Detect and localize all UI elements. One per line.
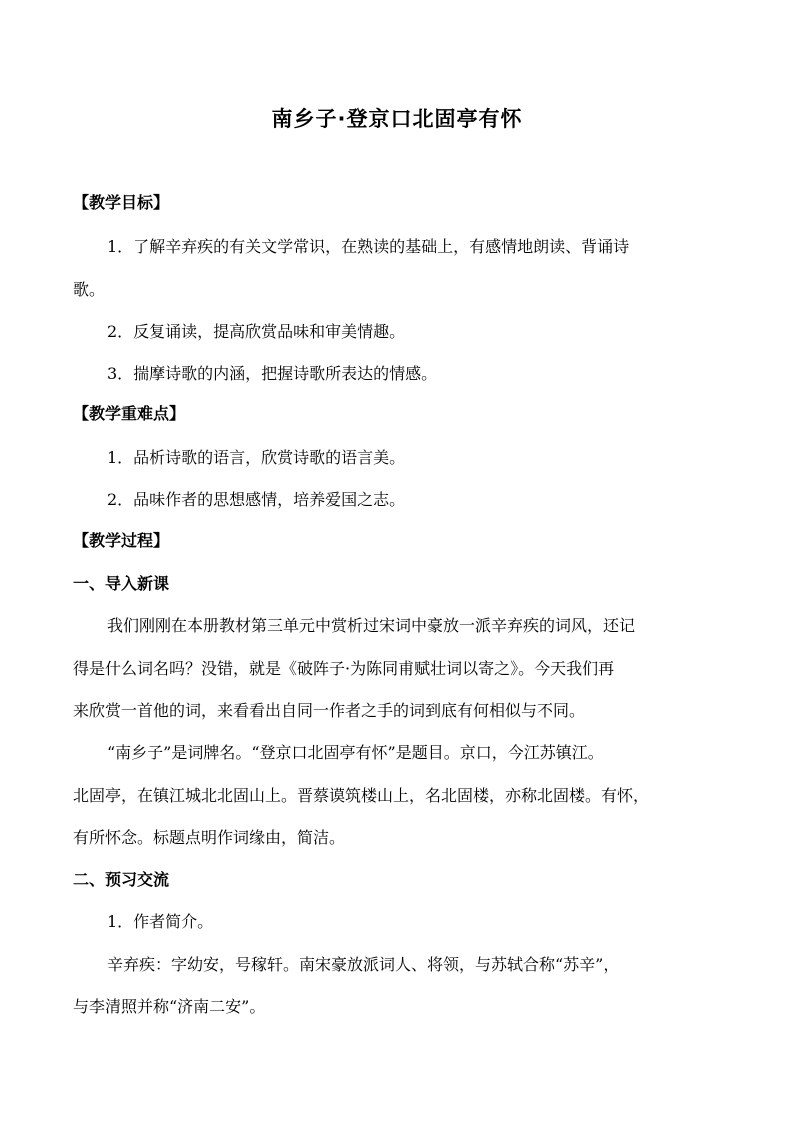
subsection-heading-introduction: 一、导入新课 (73, 574, 170, 593)
subsection-heading-preview-exchange: 二、预习交流 (73, 870, 170, 889)
section-heading-key-points: 【教学重难点】 (73, 404, 186, 423)
document-title: 南乡子·登京口北固亭有怀 (271, 107, 523, 131)
key-point-item-2: 2．品味作者的思想感情，培养爱国之志。 (107, 490, 406, 509)
intro-paragraph-2-line-1: “南乡子”是词牌名。“登京口北固亭有怀”是题目。京口，今江苏镇江。 (107, 743, 604, 762)
preview-item-1: 1．作者简介。 (107, 912, 214, 931)
intro-paragraph-1-line-3: 来欣赏一首他的词，来看看出自同一作者之手的词到底有何相似与不同。 (73, 701, 586, 720)
goal-item-1-line-2: 歌。 (73, 280, 106, 299)
author-intro-line-1: 辛弃疾：字幼安，号稼轩。南宋豪放派词人、将领，与苏轼合称“苏辛”， (107, 955, 620, 974)
goal-item-3: 3．揣摩诗歌的内涵，把握诗歌所表达的情感。 (107, 364, 438, 383)
intro-paragraph-2-line-3: 有所怀念。标题点明作词缘由，简洁。 (73, 828, 346, 847)
goal-item-2: 2．反复诵读，提高欣赏品味和审美情趣。 (107, 322, 406, 341)
intro-paragraph-1-line-2: 得是什么词名吗？没错，就是《破阵子·为陈同甫赋壮词以寄之》。今天我们再 (73, 659, 615, 678)
key-point-item-1: 1．品析诗歌的语言，欣赏诗歌的语言美。 (107, 448, 406, 467)
section-heading-teaching-goals: 【教学目标】 (73, 193, 170, 212)
intro-paragraph-1-line-1: 我们刚刚在本册教材第三单元中赏析过宋词中豪放一派辛弃疾的词风，还记 (107, 616, 636, 635)
goal-item-1-line-1: 1．了解辛弃疾的有关文学常识，在熟读的基础上，有感情地朗读、背诵诗 (107, 237, 630, 256)
author-intro-line-2: 与李清照并称“济南二安”。 (73, 997, 266, 1016)
intro-paragraph-2-line-2: 北固亭，在镇江城北北固山上。晋蔡谟筑楼山上，名北固楼，亦称北固楼。有怀， (73, 786, 650, 805)
section-heading-teaching-process: 【教学过程】 (73, 531, 170, 550)
